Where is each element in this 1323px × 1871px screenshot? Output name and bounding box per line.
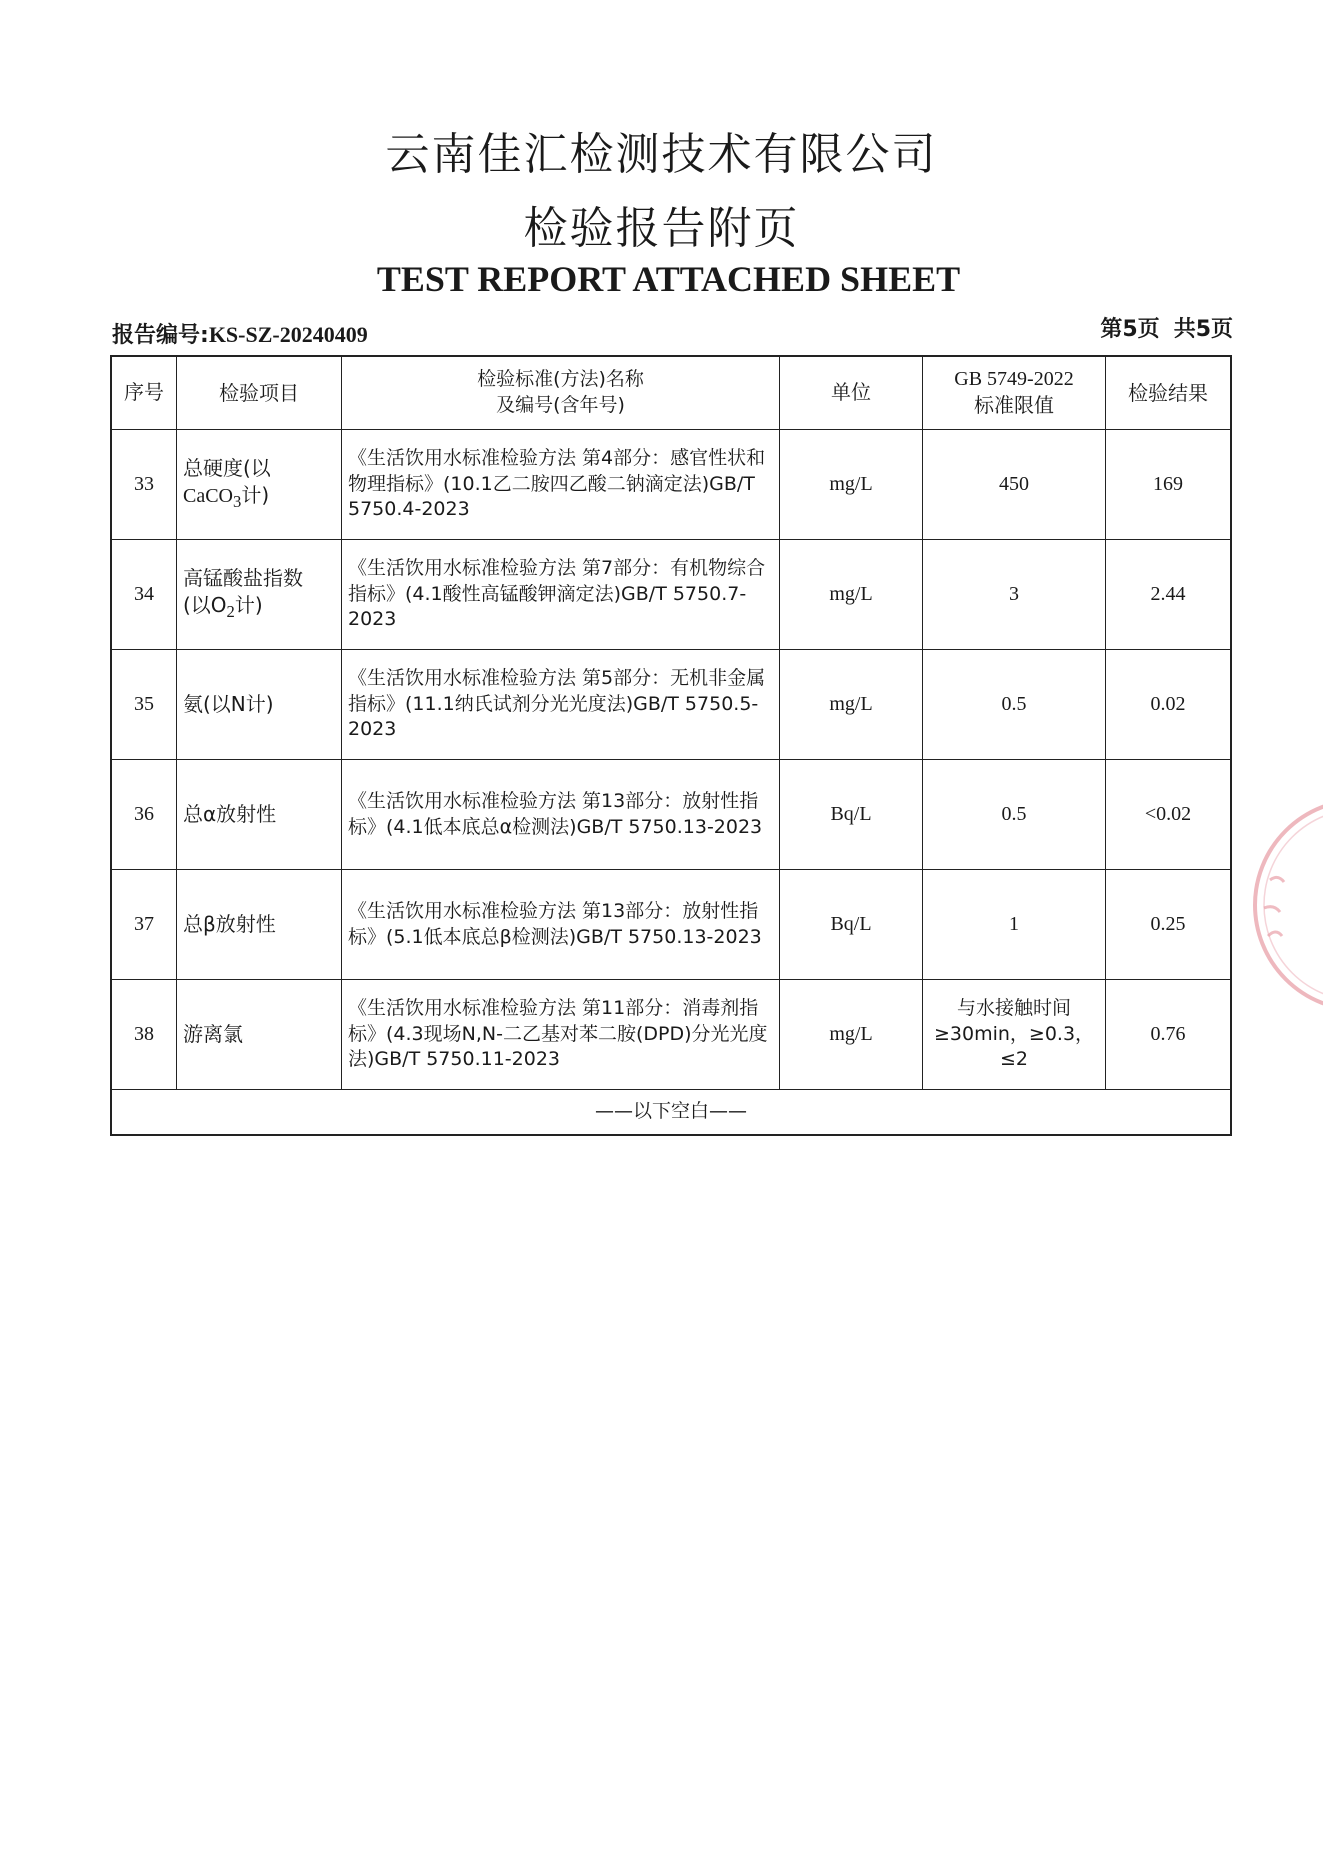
header-no: 序号 (111, 356, 177, 430)
row-method: 《生活饮用水标准检验方法 第13部分：放射性指标》(4.1低本底总α检测法)GB/T 5750.13-2023 (342, 760, 780, 870)
header-method-line2: 及编号(含年号) (496, 394, 625, 416)
row-unit: mg/L (780, 430, 923, 540)
row-unit: mg/L (780, 540, 923, 650)
row-item-suffix: 计) (241, 483, 270, 508)
row-result: 0.76 (1106, 980, 1232, 1090)
table-row (111, 760, 1231, 870)
row-no: 34 (111, 540, 177, 650)
table-end-row (111, 1090, 1231, 1136)
row-no: 36 (111, 760, 177, 870)
row-item: 总β放射性 (177, 870, 342, 980)
row-item: 游离氯 (177, 980, 342, 1090)
table-row (111, 980, 1231, 1090)
report-number (112, 318, 368, 349)
row-item-formula: (以O (183, 593, 227, 618)
row-method: 《生活饮用水标准检验方法 第11部分：消毒剂指标》(4.3现场N,N-二乙基对苯二胺(DPD)分光光度法)GB/T 5750.11-2023 (342, 980, 780, 1090)
row-result: 169 (1106, 430, 1232, 540)
row-item: 总α放射性 (177, 760, 342, 870)
end-note: ——以下空白—— (111, 1090, 1231, 1136)
row-item-text: 高锰酸盐指数 (183, 566, 303, 591)
row-item-formula: CaCO (183, 485, 233, 508)
row-limit: 0.5 (923, 650, 1106, 760)
row-limit: 与水接触时间≥30min，≥0.3，≤2 (923, 980, 1106, 1090)
table-row (111, 650, 1231, 760)
row-method: 《生活饮用水标准检验方法 第5部分：无机非金属指标》(11.1纳氏试剂分光光度法)GB/T 5750.5-2023 (342, 650, 780, 760)
page-current: 第5页 (1100, 317, 1160, 342)
row-unit: mg/L (780, 980, 923, 1090)
row-no: 33 (111, 430, 177, 540)
header-result: 检验结果 (1106, 356, 1232, 430)
row-limit: 1 (923, 870, 1106, 980)
row-method: 《生活饮用水标准检验方法 第7部分：有机物综合指标》(4.1酸性高锰酸钾滴定法)GB/T 5750.7-2023 (342, 540, 780, 650)
table-row (111, 430, 1231, 540)
header-limit-line2: 标准限值 (974, 395, 1054, 417)
table-row (111, 870, 1231, 980)
report-number-value: KS-SZ-20240409 (208, 322, 368, 347)
row-limit: 0.5 (923, 760, 1106, 870)
results-table (110, 355, 1232, 1136)
row-result: 0.25 (1106, 870, 1232, 980)
row-method: 《生活饮用水标准检验方法 第4部分：感官性状和物理指标》(10.1乙二胺四乙酸二钠滴定法)GB/T 5750.4-2023 (342, 430, 780, 540)
row-item-suffix: 计) (234, 593, 263, 618)
header-item: 检验项目 (177, 356, 342, 430)
page-info (1100, 312, 1233, 343)
header-limit-line1: GB 5749-2022 (954, 368, 1074, 390)
row-limit: 450 (923, 430, 1106, 540)
header-method (342, 356, 780, 430)
english-title: TEST REPORT ATTACHED SHEET (376, 259, 961, 299)
row-item-subscript: 2 (226, 602, 235, 622)
row-result: 0.02 (1106, 650, 1232, 760)
official-seal-stamp (1230, 790, 1323, 1020)
page-total: 共5页 (1173, 317, 1233, 342)
row-unit: Bq/L (780, 870, 923, 980)
company-name: 云南佳汇检测技术有限公司 (385, 129, 938, 180)
sheet-subtitle: 检验报告附页 (523, 203, 800, 254)
row-method: 《生活饮用水标准检验方法 第13部分：放射性指标》(5.1低本底总β检测法)GB/T 5750.13-2023 (342, 870, 780, 980)
header-method-line1: 检验标准(方法)名称 (477, 368, 644, 391)
row-unit: mg/L (780, 650, 923, 760)
row-unit: Bq/L (780, 760, 923, 870)
row-item: 氨(以N计) (177, 650, 342, 760)
row-no: 37 (111, 870, 177, 980)
row-result: <0.02 (1106, 760, 1232, 870)
row-limit: 3 (923, 540, 1106, 650)
header-limit (923, 356, 1106, 430)
row-item (177, 540, 342, 650)
row-item (177, 430, 342, 540)
report-number-label: 报告编号: (112, 323, 209, 348)
table-row (111, 540, 1231, 650)
row-no: 38 (111, 980, 177, 1090)
table-header-row (111, 356, 1231, 430)
row-no: 35 (111, 650, 177, 760)
row-item-subscript: 3 (233, 492, 242, 512)
header-unit: 单位 (780, 356, 923, 430)
row-item-text: 总硬度(以 (183, 456, 271, 481)
row-result: 2.44 (1106, 540, 1232, 650)
